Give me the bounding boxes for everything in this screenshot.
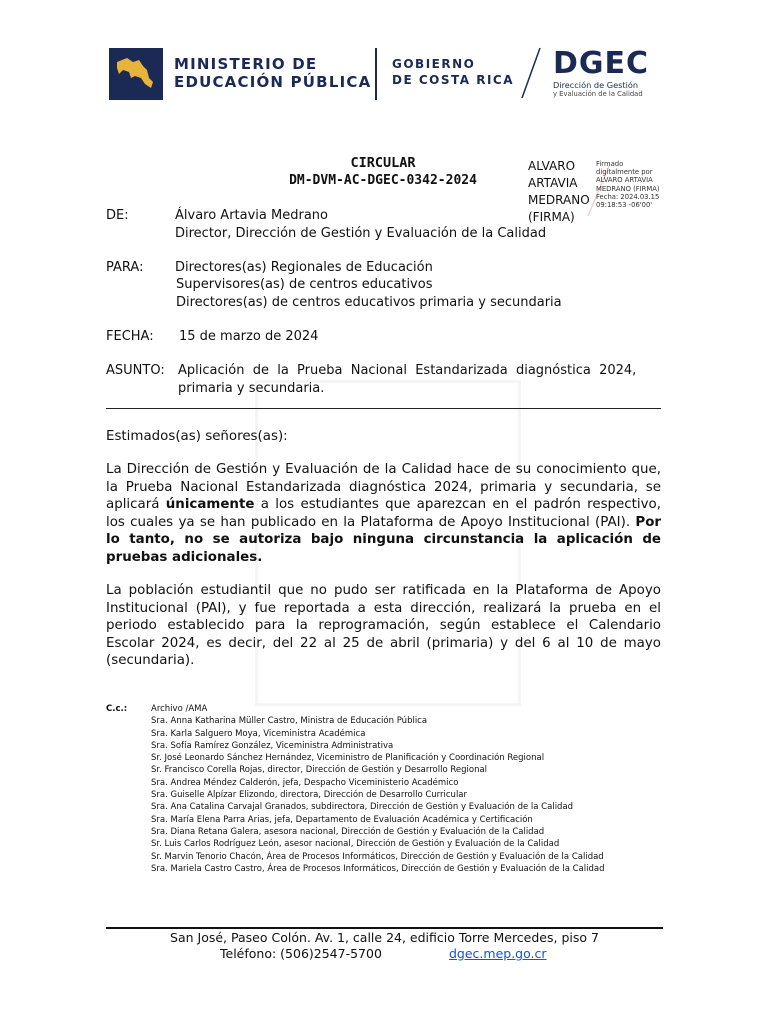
fecha-value: 15 de marzo de 2024 xyxy=(179,329,319,344)
ministry-name: MINISTERIO DE EDUCACIÓN PÚBLICA xyxy=(174,55,372,91)
cc-item: Sra. Karla Salguero Moya, Viceministra Académica xyxy=(151,728,366,739)
cc-item: Sr. Luis Carlos Rodríguez León, asesor nacional, Dirección de Gestión y Evaluación de la Calidad xyxy=(151,839,560,850)
slash-divider xyxy=(518,46,544,104)
paragraph-1: La Dirección de Gestión y Evaluación de la Calidad hace de su conocimiento que, la Prueba Nacional Estandarizada diagnóstica 2024, primaria y secundaria, se aplicará únicamente a los estudiantes que aparezcan en el padrón respectivo, los cuales ya se han publicado en la Plataforma de Apoyo Institucional (PAI). Por lo tanto, no se autoriza bajo ninguna circunstancia la aplicación de pruebas adicionales. xyxy=(106,462,661,565)
dgec-subtitle: Dirección de Gestión xyxy=(553,80,639,90)
de-name: Álvaro Artavia Medrano xyxy=(175,208,328,223)
cc-item: Sr. Francisco Corella Rojas, director, Dirección de Gestión y Desarrollo Regional xyxy=(151,765,488,776)
cc-item: Archivo /AMA xyxy=(151,704,208,714)
cc-item: Sra. Sofía Ramírez González, Viceministra Administrativa xyxy=(151,740,394,751)
circular-code: DM-DVM-AC-DGEC-0342-2024 xyxy=(289,173,477,188)
cc-item: Sra. Andrea Méndez Calderón, jefa, Despacho Viceministerio Académico xyxy=(151,777,459,788)
dgec-subtitle-2: y Evaluación de la Calidad xyxy=(553,90,643,98)
para-line: Supervisores(as) de centros educativos xyxy=(176,277,433,292)
cc-label: C.c.: xyxy=(106,704,128,714)
cc-item: Sr. José Leonardo Sánchez Hernández, Viceministro de Planificación y Coordinación Regional xyxy=(151,753,545,764)
cc-item: Sra. Guiselle Alpízar Elizondo, directora, Dirección de Desarrollo Curricular xyxy=(151,790,468,801)
header-divider xyxy=(375,48,377,100)
dgec-logo-text: DGEC xyxy=(553,46,650,81)
asunto-line-2: primaria y secundaria. xyxy=(178,381,325,396)
cc-item: Sr. Marvin Tenorio Chacón, Área de Procesos Informáticos, Dirección de Gestión y Evaluación de la Calidad xyxy=(151,851,604,862)
separator-line xyxy=(106,408,661,409)
de-label: DE: xyxy=(106,208,129,223)
para-line: Directores(as) de centros educativos primaria y secundaria xyxy=(176,295,562,310)
cc-item: Sra. María Elena Parra Arias, jefa, Departamento de Evaluación Académica y Certificación xyxy=(151,814,533,825)
footer-website-link[interactable]: dgec.mep.go.cr xyxy=(449,946,547,961)
cc-item: Sra. Mariela Castro Castro, Área de Procesos Informáticos, Dirección de Gestión y Evaluación de la Calidad xyxy=(151,863,605,874)
fecha-label: FECHA: xyxy=(106,329,154,344)
digital-signature-info: Firmado digitalmente por ALVARO ARTAVIA MEDRANO (FIRMA) Fecha: 2024.03.15 09:18:53 -06'00' xyxy=(596,160,660,210)
greeting: Estimados(as) señores(as): xyxy=(106,429,288,444)
footer-phone: Teléfono: (506)2547-5700 xyxy=(220,946,382,961)
para-line: Directores(as) Regionales de Educación xyxy=(175,260,433,275)
digital-signature-name: ALVARO ARTAVIA MEDRANO (FIRMA) xyxy=(528,159,590,224)
cc-item: Sra. Anna Katharina Müller Castro, Ministra de Educación Pública xyxy=(151,716,428,727)
costa-rica-map-logo xyxy=(109,48,163,100)
circular-title: CIRCULAR xyxy=(350,155,416,171)
asunto-line-1: Aplicación de la Prueba Nacional Estandarizada diagnóstica 2024, xyxy=(178,363,637,378)
paragraph-2: La población estudiantil que no pudo ser ratificada en la Plataforma de Apoyo Institucional (PAI), y fue reportada a esta dirección, realizará la prueba en el periodo establecido para la reprogramación, según establece el Calendario Escolar 2024, es decir, del 22 al 25 de abril (primaria) y del 6 al 10 de mayo (secundaria). xyxy=(106,583,661,668)
footer-rule xyxy=(106,927,663,929)
asunto-label: ASUNTO: xyxy=(106,363,165,378)
de-title: Director, Dirección de Gestión y Evaluación de la Calidad xyxy=(175,226,547,241)
cc-item: Sra. Diana Retana Galera, asesora nacional, Dirección de Gestión y Evaluación de la Calidad xyxy=(151,826,545,837)
footer-address: San José, Paseo Colón. Av. 1, calle 24, edificio Torre Mercedes, piso 7 xyxy=(170,930,599,945)
cc-list xyxy=(151,703,604,875)
cc-item: Sra. Ana Catalina Carvajal Granados, subdirectora, Dirección de Gestión y Evaluación de la Calidad xyxy=(151,802,574,813)
para-label: PARA: xyxy=(106,260,144,275)
government-name: GOBIERNO DE COSTA RICA xyxy=(392,57,515,87)
